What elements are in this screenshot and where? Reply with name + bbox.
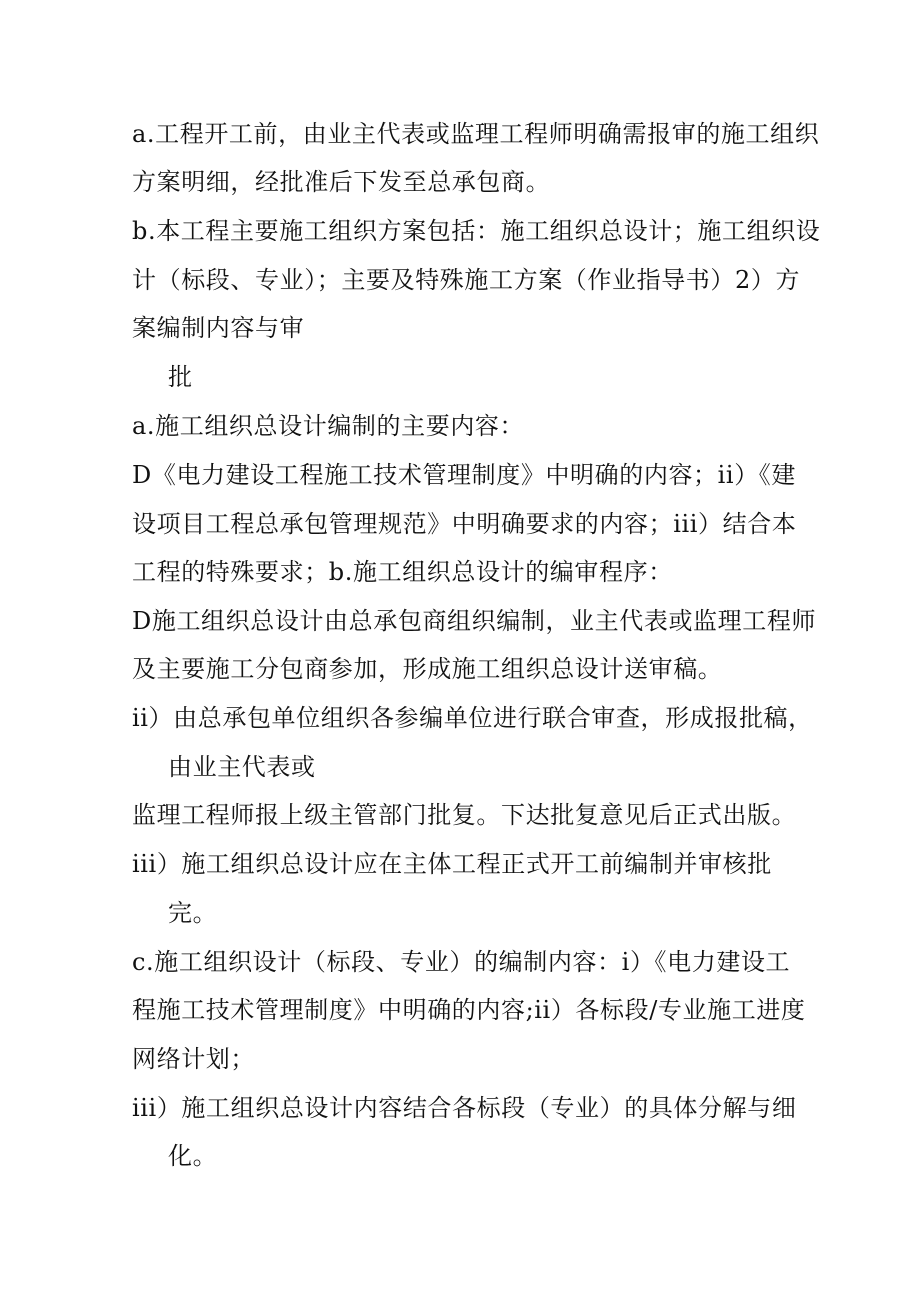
text-line: 及主要施工分包商参加，形成施工组织总设计送审稿。 — [132, 655, 723, 683]
text-line: iii）施工组织总设计内容结合各标段（专业）的具体分解与细 — [132, 1094, 797, 1122]
text-line: 化。 — [168, 1142, 218, 1170]
text-line: 程施工技术管理制度》中明确的内容;ii）各标段/专业施工进度 — [132, 996, 806, 1024]
text-line: 工程的特殊要求；b.施工组织总设计的编审程序： — [132, 558, 673, 586]
text-line: D《电力建设工程施工技术管理制度》中明确的内容；ii）《建 — [132, 461, 796, 489]
text-line: 计（标段、专业）；主要及特殊施工方案（作业指导书）2）方 — [132, 266, 801, 294]
text-line: a.施工组织总设计编制的主要内容： — [132, 412, 525, 440]
text-line: c.施工组织设计（标段、专业）的编制内容：i）《电力建设工 — [132, 948, 791, 976]
text-line: 批 — [168, 363, 193, 391]
text-line: 监理工程师报上级主管部门批复。下达批复意见后正式出版。 — [132, 801, 797, 829]
text-line: a.工程开工前，由业主代表或监理工程师明确需报审的施工组织 — [132, 120, 820, 148]
text-line: b.本工程主要施工组织方案包括：施工组织总设计；施工组织设 — [132, 217, 821, 245]
text-line: 由业主代表或 — [168, 753, 316, 781]
text-line: 方案明细，经批准后下发至总承包商。 — [132, 168, 551, 196]
text-line: 完。 — [168, 899, 218, 927]
text-line: D施工组织总设计由总承包商组织编制，业主代表或监理工程师 — [132, 607, 817, 635]
text-line: 案编制内容与审 — [132, 314, 305, 342]
text-line: 网络计划； — [132, 1045, 255, 1073]
text-line: 设项目工程总承包管理规范》中明确要求的内容；iii）结合本 — [132, 510, 797, 538]
text-line: iii）施工组织总设计应在主体工程正式开工前编制并审核批 — [132, 850, 772, 878]
text-line: ii）由总承包单位组织各参编单位进行联合审查，形成报批稿， — [132, 704, 813, 732]
